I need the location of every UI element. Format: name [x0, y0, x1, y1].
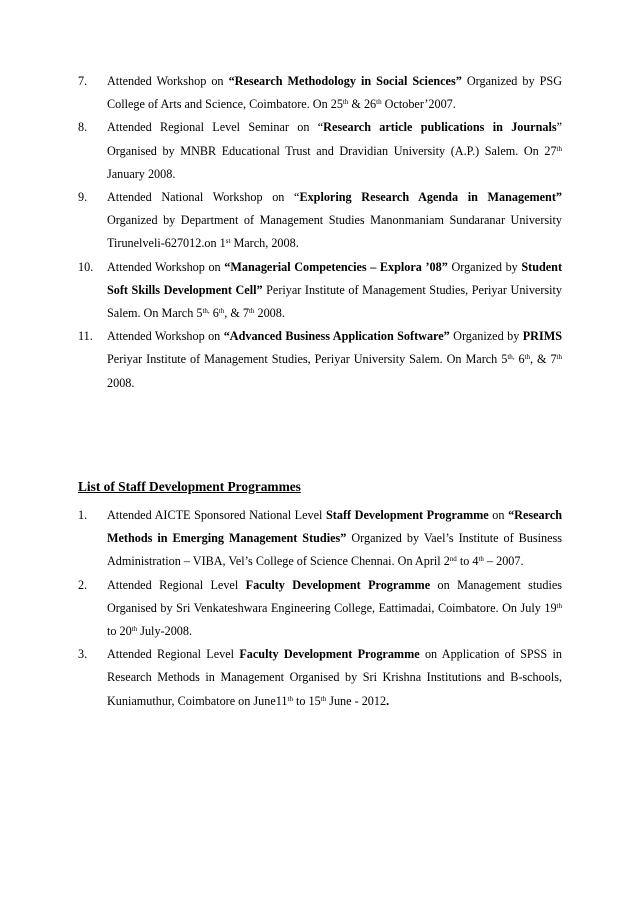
- superscript: th: [556, 601, 562, 610]
- bold-text: Faculty Development Programme: [239, 647, 420, 662]
- item-number: 1.: [78, 508, 88, 522]
- item-text: [107, 260, 562, 320]
- list-item: [78, 186, 562, 256]
- superscript: st: [225, 237, 231, 246]
- superscript: th: [524, 353, 531, 362]
- item-number: 10.: [78, 259, 94, 274]
- item-text: [107, 329, 562, 389]
- text-run: on: [488, 508, 509, 522]
- text-run: October’2007.: [381, 97, 456, 112]
- text-run: Organized by PSG College of Arts and Science, Coimbatore. On 25: [107, 74, 563, 112]
- item-text: [107, 74, 562, 111]
- text-run: Attended AICTE Sponsored National Level: [107, 508, 327, 522]
- text-run: Attended Regional Level: [107, 647, 240, 662]
- text-run: to 4: [456, 554, 479, 569]
- bold-text: .: [386, 693, 390, 708]
- text-run: – 2007.: [483, 554, 524, 569]
- text-run: July-2008.: [137, 624, 193, 639]
- text-run: , & 7: [224, 306, 249, 321]
- text-run: to 20: [107, 624, 132, 639]
- text-run: to 15: [292, 693, 321, 708]
- text-run: Organized by: [447, 259, 522, 274]
- superscript: th: [287, 694, 293, 703]
- item-text: [107, 578, 562, 638]
- text-run: 6: [209, 306, 219, 321]
- superscript: th: [248, 307, 255, 316]
- bold-text: “Research Methodology in Social Sciences”: [228, 74, 462, 88]
- text-run: Organized by Vael’s Institute of Business Administration – VIBA, Vel’s College of Science Chennai. On April 2: [107, 531, 562, 569]
- list-item: [78, 325, 562, 395]
- bold-text: “Managerial Competencies – Explora ’08”: [224, 259, 448, 274]
- text-run: on Application of SPSS in Research Methods in Management Organised by Sri Krishna Institutions and B-schools, Kuniamuthur, Coimbatore on June11: [107, 647, 562, 708]
- item-text: [107, 190, 562, 250]
- text-run: Organized by Department of Management Studies Manonmaniam Sundaranar University Tirunelveli-627012.on 1: [107, 213, 562, 251]
- superscript: th: [556, 144, 562, 153]
- bold-text: “Advanced Business Application Software”: [223, 329, 450, 344]
- list-item: [78, 70, 562, 116]
- bold-text: Research article publications in Journals: [323, 120, 557, 135]
- text-run: June - 2012: [326, 693, 387, 708]
- bold-text: “Research Methods in Emerging Management Studies”: [107, 508, 563, 546]
- text-run: March, 2008.: [230, 236, 299, 251]
- text-run: Periyar Institute of Management Studies, Periyar University Salem. On March 5: [107, 352, 508, 367]
- superscript: th: [376, 98, 382, 107]
- text-run: Attended Workshop on: [107, 329, 224, 344]
- text-run: 2008.: [254, 306, 285, 321]
- superscript: th: [478, 555, 484, 564]
- superscript: th: [131, 625, 138, 634]
- item-number: 9.: [78, 190, 88, 205]
- list-item: [78, 574, 562, 644]
- text-run: Attended Regional Level: [107, 577, 246, 592]
- staff-development-list: [78, 504, 562, 713]
- item-number: 2.: [78, 577, 88, 592]
- text-run: on Management studies Organised by Sri Venkateshwara Engineering College, Eattimadai, Coimbatore. On July 19: [107, 577, 562, 615]
- item-number: 3.: [78, 647, 88, 662]
- text-run: Attended Workshop on: [107, 259, 225, 274]
- workshop-list: [78, 70, 562, 395]
- list-item: [78, 116, 562, 186]
- list-item: [78, 643, 562, 713]
- text-run: Attended National Workshop on “: [107, 190, 300, 205]
- text-run: Attended Workshop on: [107, 74, 229, 88]
- list-item: [78, 504, 562, 574]
- text-run: & 26: [348, 97, 377, 112]
- item-text: [107, 120, 562, 180]
- section-heading: List of Staff Development Programmes: [78, 479, 301, 494]
- bold-text: PRIMS: [522, 329, 562, 344]
- bold-text: Exploring Research Agenda in Management”: [299, 190, 562, 205]
- superscript: th,: [202, 307, 210, 316]
- text-run: Organized by: [449, 329, 523, 344]
- bold-text: Staff Development Programme: [326, 508, 489, 522]
- superscript: th,: [507, 353, 515, 362]
- superscript: nd: [449, 555, 457, 564]
- text-run: 2008.: [107, 375, 135, 390]
- item-text: [107, 508, 562, 568]
- text-run: ” Organised by MNBR Educational Trust and Dravidian University (A.P.) Salem. On 27: [107, 120, 562, 158]
- superscript: th: [556, 353, 562, 362]
- list-item: [78, 256, 562, 326]
- item-number: 7.: [78, 74, 88, 88]
- superscript: th: [320, 694, 327, 703]
- text-run: Attended Regional Level Seminar on “: [107, 120, 324, 135]
- item-number: 8.: [78, 120, 88, 135]
- text-run: , & 7: [530, 352, 557, 367]
- bold-text: Faculty Development Programme: [245, 577, 431, 592]
- text-run: 6: [514, 352, 525, 367]
- bold-text: Student Soft Skills Development Cell”: [107, 259, 563, 297]
- text-run: January 2008.: [107, 166, 176, 181]
- text-run: Periyar Institute of Management Studies, Periyar University Salem. On March 5: [107, 282, 562, 321]
- superscript: th: [342, 98, 349, 107]
- item-text: [107, 647, 562, 707]
- item-number: 11.: [78, 329, 93, 344]
- superscript: th: [218, 307, 225, 316]
